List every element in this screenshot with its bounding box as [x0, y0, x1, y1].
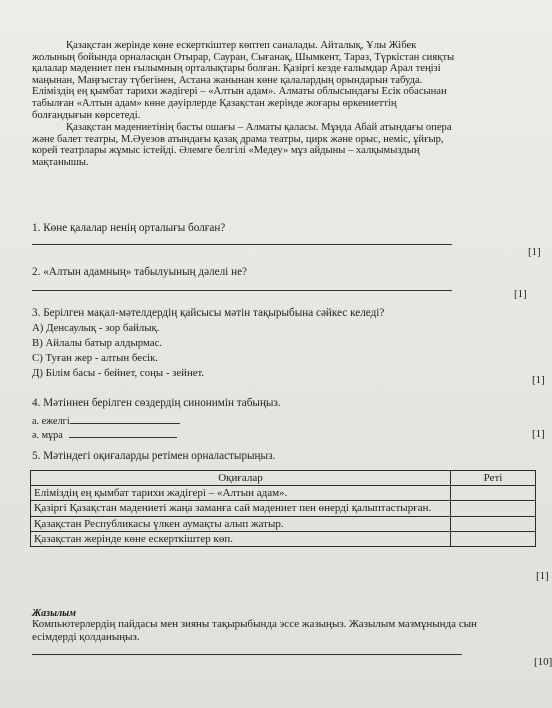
option-c[interactable]: С) Туған жер - алтын бесік.: [32, 352, 159, 364]
writing-task: [32, 618, 552, 644]
text-line: және балет театры, М.Әуезов атындағы қазақ драма театры, цирк және орыс, неміс, ұйғыр,: [32, 133, 444, 145]
writing-title: Жазылым: [32, 608, 76, 619]
text-line: корей театрлары жұмыс істейді. Әлемге белгілі «Медеу» мұз айдыны – халқымыздың: [32, 145, 420, 157]
header-rank: Реті: [451, 471, 536, 486]
synonym-item-a: [32, 414, 180, 427]
text-line: қалалар мәдениет пен ғылымның орталықтары болған. Қазіргі кезде ғалымдар Арал теңізі: [32, 63, 441, 75]
question-2: 2. «Алтын адамның» табылуының дәлелі не?: [32, 266, 248, 278]
answer-line-2[interactable]: [32, 290, 452, 291]
table-row: [31, 486, 536, 501]
mark-q4: [1]: [532, 428, 545, 440]
table-row: [31, 501, 536, 517]
essay-answer-line[interactable]: [32, 654, 462, 655]
text-line: табылған «Алтын адам» көне дәуірлерде Қазақстан жерінде жоғары өркениеттің: [32, 97, 397, 109]
event-cell: Қазіргі Қазақстан мәдениеті жаңа заманға сай мәдениет пен өнерді қалыптастырған.: [31, 501, 451, 517]
text-line: Еліміздің ең қымбат тарихи жәдігері – «Алтын адам». Алматы облысындағы Есік обасынан: [32, 86, 447, 98]
event-cell: Қазақстан Республикасы үлкен аумақты алып жатыр.: [31, 517, 451, 532]
mark-q1: [1]: [528, 246, 541, 258]
question-4: 4. Мәтіннен берілген сөздердің синонимін табыңыз.: [32, 397, 281, 409]
question-5: 5. Мәтіндегі оқиғаларды ретімен орналастырыңыз.: [32, 450, 276, 462]
option-b[interactable]: В) Айлалы батыр алдырмас.: [32, 337, 163, 349]
rank-cell[interactable]: [451, 501, 536, 517]
synonym-word-b: ә. мұра: [32, 430, 63, 441]
mark-q3: [1]: [532, 374, 545, 386]
text-line: мақтанышы.: [32, 156, 89, 168]
text-line: Қазақстан жерінде көне ескерткіштер көптеп саналады. Айталық, Ұлы Жібек: [66, 40, 417, 51]
table-row: [31, 517, 536, 532]
option-d[interactable]: Д) Білім басы - бейнет, соңы - зейнет.: [32, 367, 205, 379]
text-line: жолының бойында орналасқан Отырар, Сауран, Сығанақ, Шымкент, Тараз, Түркістан сияқты: [32, 51, 455, 63]
rank-cell[interactable]: [451, 532, 536, 547]
mark-writing: [10]: [534, 656, 552, 668]
text-line: болғандығын көрсетеді.: [32, 109, 141, 121]
writing-task-line: есімдерді қолданыңыз.: [32, 631, 140, 643]
rank-cell[interactable]: [451, 486, 536, 501]
reading-paragraph-1: [32, 40, 544, 121]
synonym-word-a: а. ежелгі: [32, 416, 70, 427]
question-1: 1. Көне қалалар ненің орталығы болған?: [32, 222, 226, 234]
mark-q5: [1]: [536, 570, 549, 582]
text-line: маңынан, Маңғыстау түбегінен, Астана жанынан көне қалалардың орындарын табуда.: [32, 74, 423, 86]
synonym-item-b: [32, 428, 177, 441]
text-line: Қазақстан мәдениетінің басты ошағы – Алматы қаласы. Мұнда Абай атындағы опера: [66, 122, 452, 133]
mark-q2: [1]: [514, 288, 527, 300]
header-events: Оқиғалар: [31, 471, 451, 486]
event-cell: Еліміздің ең қымбат тарихи жәдігері – «Алтын адам».: [31, 486, 451, 501]
answer-line-1[interactable]: [32, 244, 452, 245]
answer-blank-b[interactable]: [69, 428, 177, 438]
rank-cell[interactable]: [451, 517, 536, 532]
table-row: [31, 532, 536, 547]
reading-paragraph-2: [32, 122, 544, 168]
order-table: [30, 470, 536, 547]
option-a[interactable]: А) Денсаулық - зор байлық.: [32, 322, 160, 334]
event-cell: Қазақстан жерінде көне ескерткіштер көп.: [31, 532, 451, 547]
writing-task-line: Компьютерлердің пайдасы мен зияны тақырыбында эссе жазыңыз. Жазылым мазмұнында сын: [32, 618, 477, 630]
answer-blank-a[interactable]: [70, 414, 180, 424]
question-3: 3. Берілген мақал-мәтелдердің қайсысы мәтін тақырыбына сәйкес келеді?: [32, 307, 385, 319]
